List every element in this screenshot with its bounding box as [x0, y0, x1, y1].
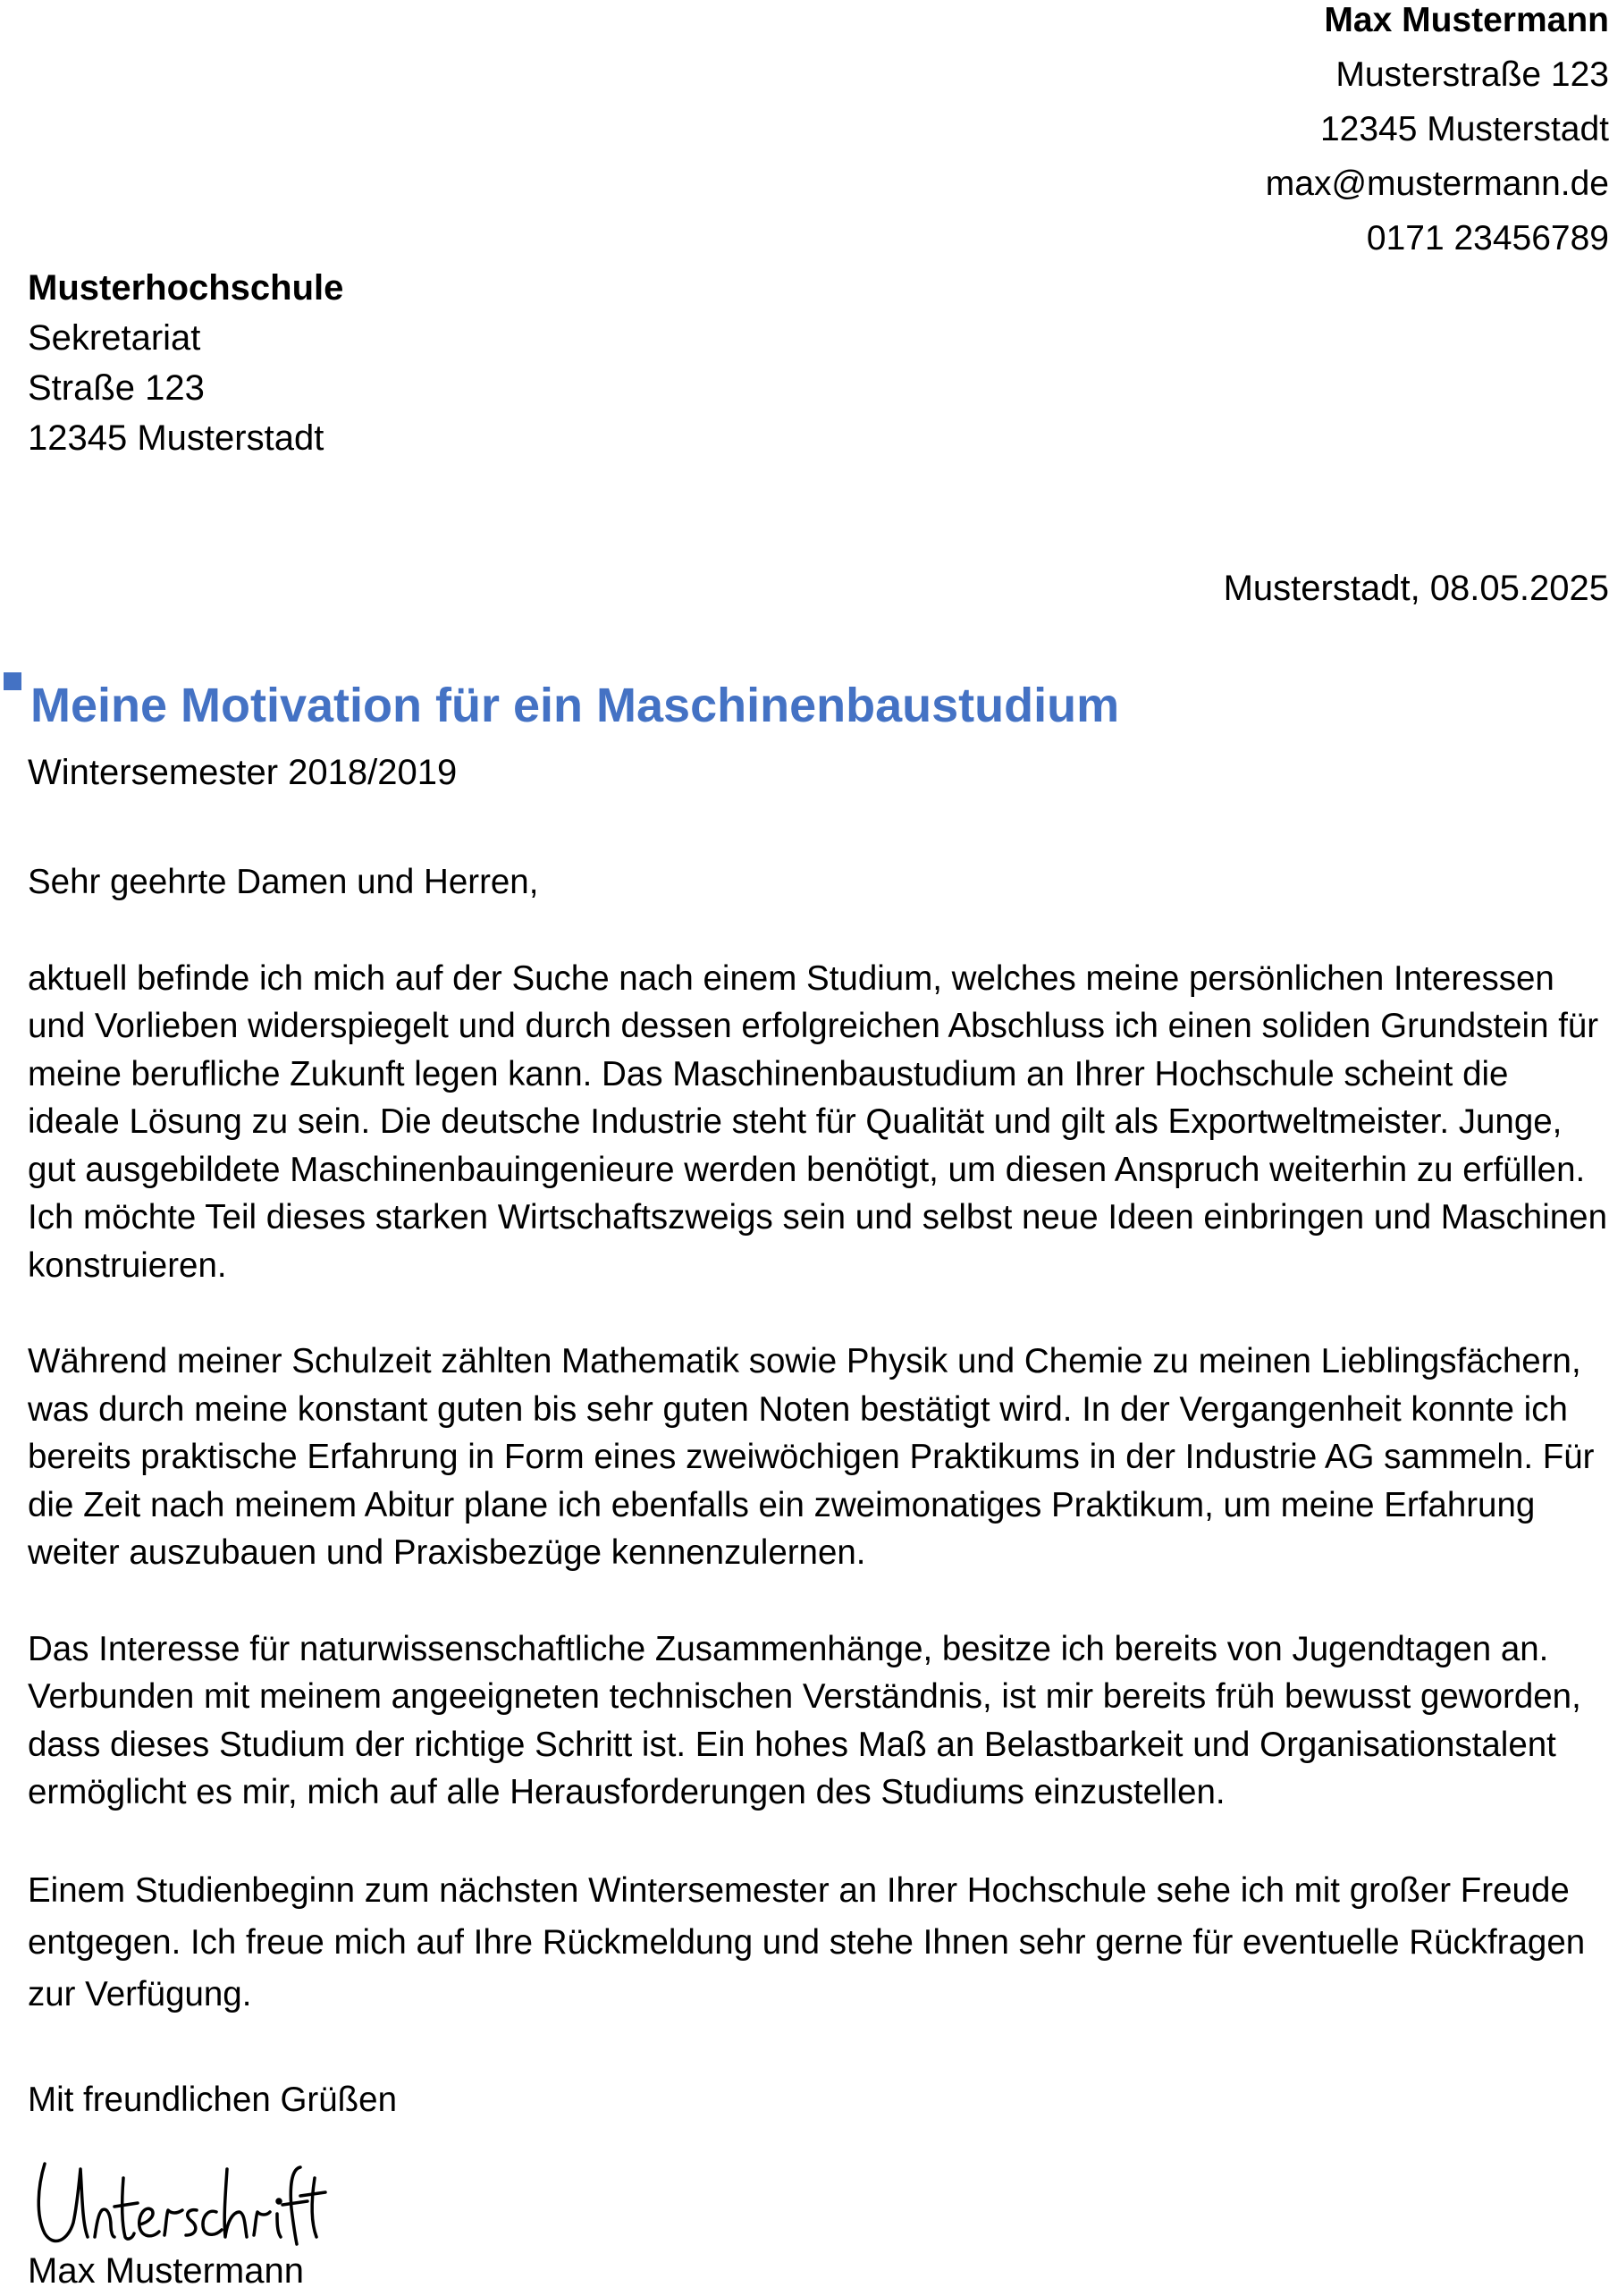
salutation: Sehr geehrte Damen und Herren, [28, 863, 539, 901]
sender-city: 12345 Musterstadt [1319, 110, 1609, 148]
sender-address [804, 0, 1609, 266]
sender-street: Musterstraße 123 [1335, 55, 1609, 94]
subject-title: Meine Motivation für ein Maschinenbaustudium [30, 679, 1120, 732]
sender-phone: 0171 23456789 [1366, 219, 1609, 257]
signer-name: Max Mustermann [28, 2251, 304, 2291]
handwritten-signature [32, 2151, 327, 2250]
recipient-address [28, 263, 653, 463]
paragraph-4: Einem Studienbeginn zum nächsten Wintersemester an Ihrer Hochschule sehe ich mit großer Freude entgegen. Ich freue mich auf Ihre Rückmeldung und stehe Ihnen sehr gerne für eventuelle Rückfragen zur Verfügung. [28, 1870, 1586, 2013]
signature-image [32, 2151, 327, 2250]
recipient-name: Musterhochschule [28, 268, 344, 308]
closing: Mit freundlichen Grüßen [28, 2080, 397, 2119]
letter-date: Musterstadt, 08.05.2025 [1223, 569, 1609, 608]
recipient-city: 12345 Musterstadt [28, 418, 324, 458]
paragraph-1: aktuell befinde ich mich auf der Suche nach einem Studium, welches meine persönlichen Interessen und Vorlieben widerspiegelt und durch dessen erfolgreichen Abschluss ich einen soliden Grundstein für meine berufliche Zukunft legen kann. Das Maschinenbaustudium an Ihrer Hochschule scheint die ideale Lösung zu sein. Die deutsche Industrie steht für Qualität und gilt als Exportweltmeister. Junge, gut ausgebildete Maschinenbauingenieure werden benötigt, um diesen Anspruch weiterhin zu erfüllen. Ich möchte Teil dieses starken Wirtschaftszweigs sein und selbst neue Ideen einbringen und Maschinen konstruieren. [28, 958, 1607, 1285]
paragraph-2: Während meiner Schulzeit zählten Mathematik sowie Physik und Chemie zu meinen Lieblingsfächern, was durch meine konstant guten bis sehr guten Noten bestätigt wird. In der Vergangenheit konnte ich bereits praktische Erfahrung in Form eines zweiwöchigen Praktikums in der Industrie AG sammeln. Für die Zeit nach meinem Abitur plane ich ebenfalls ein zweimonatiges Praktikum, um meine Erfahrung weiter auszubauen und Praxisbezüge kennenzulernen. [28, 1342, 1595, 1572]
recipient-department: Sekretariat [28, 318, 201, 358]
sender-email: max@mustermann.de [1265, 165, 1609, 203]
recipient-street: Straße 123 [28, 368, 205, 408]
paragraph-3: Das Interesse für naturwissenschaftliche Zusammenhänge, besitze ich bereits von Jugendtagen an. Verbunden mit meinem angeeigneten technischen Verständnis, ist mir bereits früh bewusst geworden, dass dieses Studium der richtige Schritt ist. Ein hohes Maß an Belastbarkeit und Organisationstalent ermöglicht es mir, mich auf alle Herausforderungen des Studiums einzustellen. [28, 1629, 1581, 1811]
letter-body [28, 858, 1608, 2123]
sender-name: Max Mustermann [1324, 1, 1609, 39]
subject-semester: Wintersemester 2018/2019 [28, 753, 458, 792]
heading-marker [4, 672, 21, 690]
